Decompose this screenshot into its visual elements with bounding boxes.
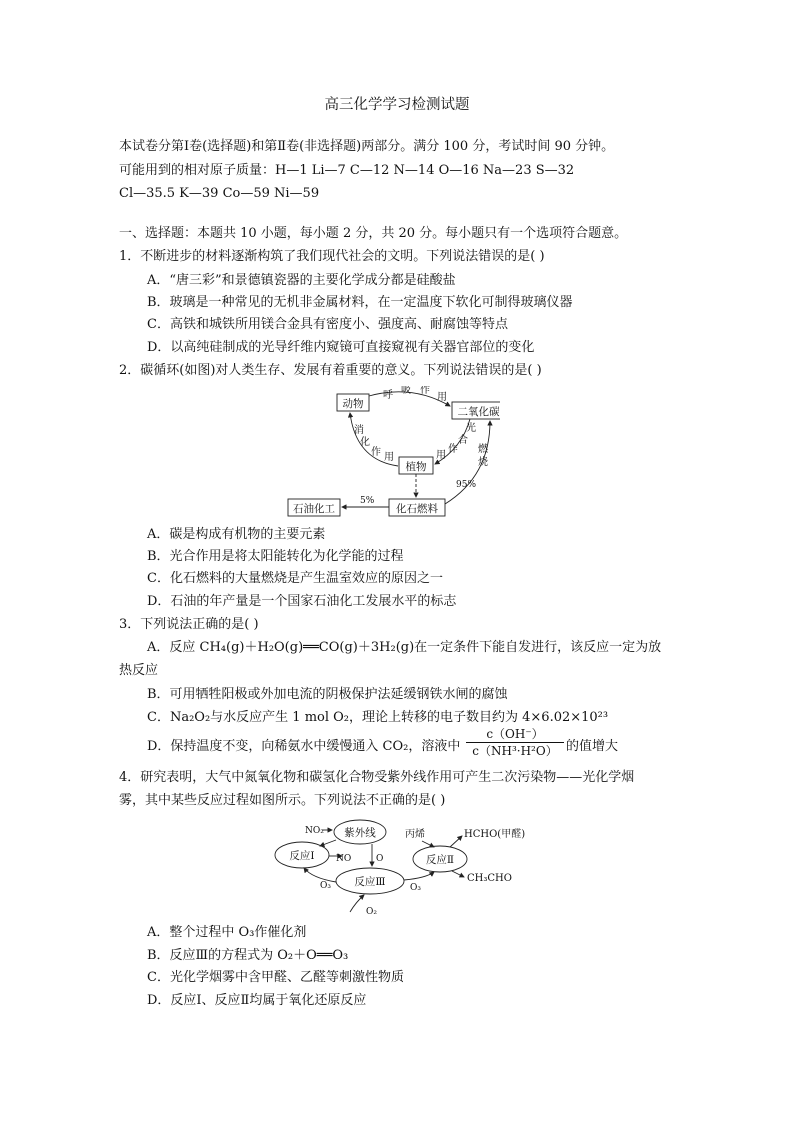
q4-option-d: D．反应Ⅰ、反应Ⅱ均属于氧化还原反应: [147, 993, 367, 1008]
q1-option-a: A．“唐三彩”和景德镇瓷器的主要化学成分都是硅酸盐: [147, 273, 456, 288]
q1-option-c: C．高铁和城铁所用镁合金具有密度小、强度高、耐腐蚀等特点: [147, 317, 508, 332]
respiration-char-1: 呼: [383, 390, 393, 401]
hcho-label: HCHO(甲醛): [464, 829, 526, 840]
q2-option-d: D．石油的年产量是一个国家石油化工发展水平的标志: [147, 594, 457, 609]
ch3cho-label: CH₃CHO: [467, 873, 512, 884]
photo-char-2: 合: [458, 435, 468, 446]
intro-line-3: Cl—35.5 K—39 Co—59 Ni—59: [119, 186, 320, 201]
photo-char-4: 用: [436, 450, 446, 461]
q4-option-a: A．整个过程中 O₃作催化剂: [147, 925, 307, 940]
animal-label: 动物: [342, 398, 364, 410]
section-heading: 一、选择题：本题共 10 小题，每小题 2 分，共 20 分。每小题只有一个选项符合题意。: [119, 226, 628, 241]
no-label: NO: [336, 854, 352, 864]
o3-left-label: O₃: [320, 881, 331, 891]
q2-stem: 2．碳循环(如图)对人类生存、发展有着重要的意义。下列说法错误的是( ): [119, 363, 542, 378]
q3-fraction-numerator: c（OH⁻）: [486, 727, 544, 741]
uv-label: 紫外线: [344, 827, 376, 839]
propene-label: 丙烯: [405, 829, 425, 840]
no2-label: NO₂: [305, 826, 324, 836]
pct-95-label: 95%: [456, 480, 477, 490]
q2-option-c: C．化石燃料的大量燃烧是产生温室效应的原因之一: [147, 571, 443, 586]
reaction-3-label: 反应Ⅲ: [354, 876, 386, 888]
co2-label: 二氧化碳: [457, 406, 500, 418]
q3-option-a-line2: 热反应: [119, 663, 159, 678]
pct-5-label: 5%: [360, 496, 375, 506]
photochemical-smog-diagram: [272, 816, 532, 922]
q4-stem-line1: 4．研究表明，大气中氮氧化物和碳氢化合物受紫外线作用可产生二次污染物——光化学烟: [119, 770, 635, 785]
o3-to-r1-arrow: [304, 868, 336, 882]
burn-char-1: 燃: [478, 444, 488, 455]
photo-char-3: 作: [448, 444, 458, 455]
o2-arrow: [350, 895, 364, 912]
o3-right-label: O₃: [410, 883, 421, 893]
q3-option-a-line1: A．反应 CH₄(g)＋H₂O(g)══CO(g)＋3H₂(g)在一定条件下能自发进行，该反应一定为放: [147, 640, 662, 655]
intro-line-2: 可能用到的相对原子质量：H—1 Li—7 C—12 N—14 O—16 Na—23 S—32: [119, 163, 575, 178]
q3-option-d-post: 的值增大: [566, 739, 619, 754]
o2-label: O₂: [366, 907, 377, 917]
ch3cho-arrow: [452, 871, 464, 877]
respiration-char-3: 作: [420, 386, 430, 396]
q4-stem-line2: 雾，其中某些反应过程如图所示。下列说法不正确的是( ): [119, 793, 446, 808]
propene-arrow: [422, 841, 434, 847]
q3-option-b: B．可用牺牲阳极或外加电流的阴极保护法延缓钢铁水闸的腐蚀: [147, 687, 508, 702]
intro-line-1: 本试卷分第Ⅰ卷(选择题)和第Ⅱ卷(非选择题)两部分。满分 100 分，考试时间 90 分钟。: [119, 139, 615, 154]
o-label: O: [376, 854, 384, 864]
uv-to-r1-arrow: [320, 840, 336, 846]
q2-option-a: A．碳是构成有机物的主要元素: [147, 527, 326, 542]
fossil-fuel-label: 化石燃料: [396, 503, 438, 515]
digest-char-2: 化: [360, 437, 370, 448]
q3-stem: 3．下列说法正确的是( ): [119, 617, 259, 632]
burn-char-2: 烧: [478, 457, 488, 468]
petrochemical-label: 石油化工: [293, 503, 335, 515]
q1-option-d: D．以高纯硅制成的光导纤维内窥镜可直接窥视有关器官部位的变化: [147, 340, 535, 355]
o3-to-r2-arrow: [404, 872, 434, 880]
q2-option-b: B．光合作用是将太阳能转化为化学能的过程: [147, 549, 404, 564]
q3-fraction-denominator: c（NH³·H²O）: [472, 744, 558, 758]
q1-stem: 1．不断进步的材料逐渐构筑了我们现代社会的文明。下列说法错误的是( ): [119, 249, 545, 264]
reaction-1-label: 反应Ⅰ: [289, 850, 315, 862]
q4-option-b: B．反应Ⅲ的方程式为 O₂＋O══O₃: [147, 948, 349, 963]
respiration-char-4: 用: [437, 392, 447, 403]
respiration-char-2: 吸: [401, 386, 411, 396]
photo-char-1: 光: [466, 423, 476, 434]
page-title: 高三化学学习检测试题: [324, 97, 470, 113]
plant-label: 植物: [405, 461, 427, 473]
q1-option-b: B．玻璃是一种常见的无机非金属材料，在一定温度下软化可制得玻璃仪器: [147, 295, 573, 310]
q4-option-c: C．光化学烟雾中含甲醛、乙醛等刺激性物质: [147, 970, 404, 985]
q3-option-d-pre: D．保持温度不变，向稀氨水中缓慢通入 CO₂，溶液中: [147, 739, 461, 754]
carbon-cycle-diagram: [280, 386, 500, 522]
q3-fraction: [466, 727, 564, 758]
digest-char-4: 用: [384, 452, 394, 463]
digest-char-3: 作: [371, 447, 381, 458]
digest-char-1: 消: [354, 425, 364, 436]
reaction-2-label: 反应Ⅱ: [425, 854, 455, 866]
hcho-arrow: [450, 836, 462, 847]
q3-option-c: C．Na₂O₂与水反应产生 1 mol O₂，理论上转移的电子数目约为 4×6.02×10²³: [147, 710, 609, 725]
